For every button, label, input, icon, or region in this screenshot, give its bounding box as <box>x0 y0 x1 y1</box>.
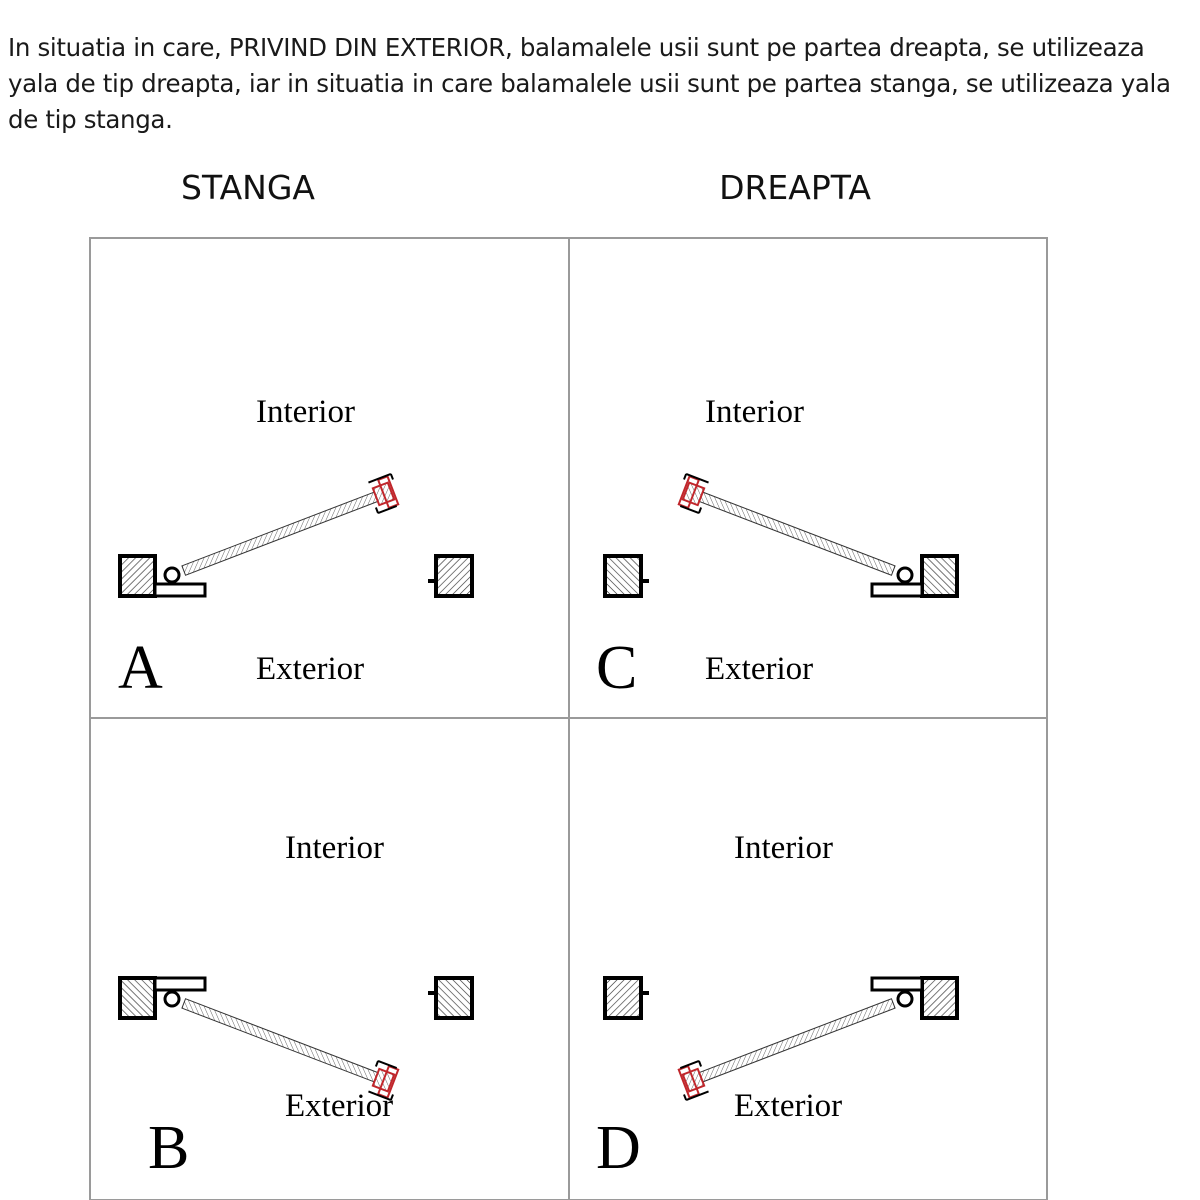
panel-b-exterior-label: Exterior <box>285 1088 394 1124</box>
panel-d-exterior-label: Exterior <box>734 1088 843 1124</box>
intro-text: In situatia in care, PRIVIND DIN EXTERIOR, balamalele usii sunt pe partea dreapta, se utilizeaza yala de tip dreapta, iar in situatia in care balamalele usii sunt pe partea stanga, se utilizeaza yala de tip stanga. <box>8 33 1171 134</box>
panel-b-letter: B <box>148 1114 190 1182</box>
panel-c <box>596 394 957 702</box>
panel-grid <box>90 238 1047 1200</box>
panel-b-interior-label: Interior <box>285 830 384 866</box>
panel-b-door-plan <box>120 978 472 1100</box>
panel-d-interior-label: Interior <box>734 830 833 866</box>
panel-c-interior-label: Interior <box>705 394 804 430</box>
panel-a <box>118 394 472 702</box>
panel-d-door-plan <box>605 978 957 1100</box>
panel-c-letter: C <box>596 634 638 702</box>
column-heading-dreapta: DREAPTA <box>719 168 871 207</box>
panel-c-door-plan <box>605 474 957 596</box>
panel-a-exterior-label: Exterior <box>256 651 365 687</box>
panel-c-exterior-label: Exterior <box>705 651 814 687</box>
panel-d <box>596 830 957 1182</box>
panel-b <box>120 830 472 1182</box>
column-heading-stanga: STANGA <box>181 168 315 207</box>
panel-a-letter: A <box>118 634 163 702</box>
panel-a-interior-label: Interior <box>256 394 355 430</box>
panel-d-letter: D <box>596 1114 641 1182</box>
panel-a-door-plan <box>120 474 472 596</box>
